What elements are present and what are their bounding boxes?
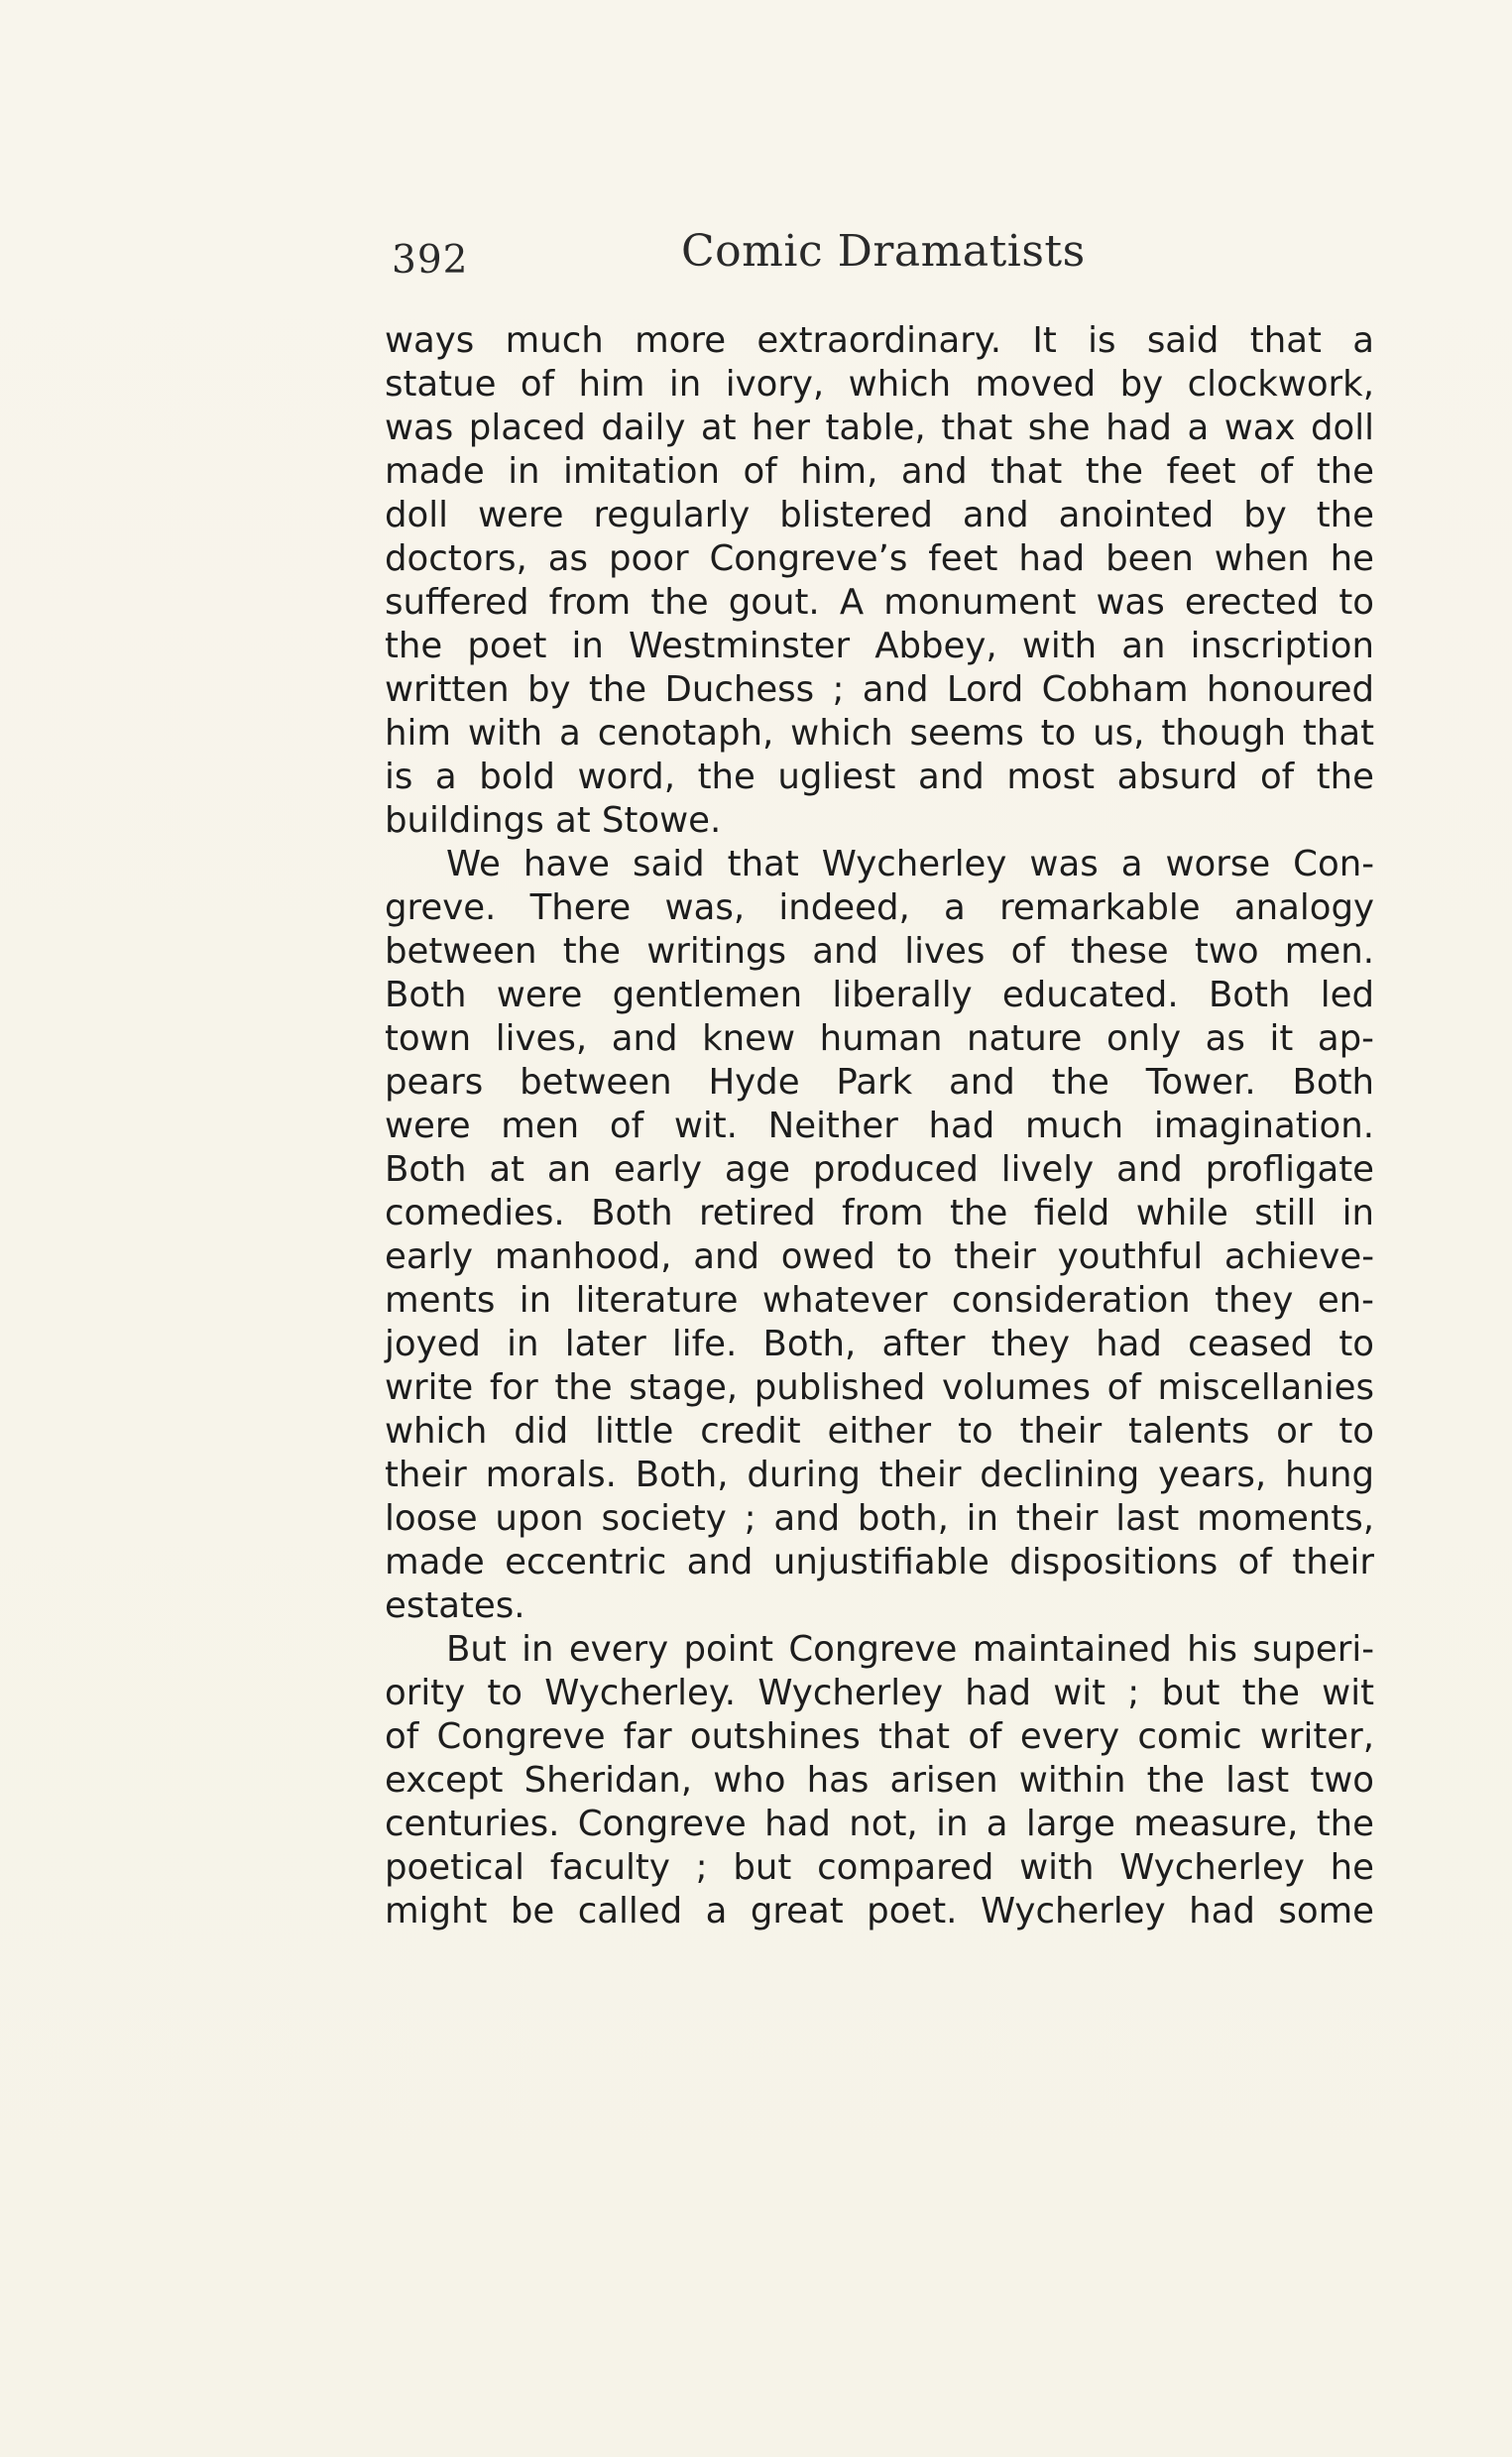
text-line: town lives, and knew human nature only as it ap- (385, 1018, 1374, 1059)
text-line: might be called a great poet. Wycherley had some (385, 1891, 1374, 1931)
text-line: of Congreve far outshines that of every comic writer, (385, 1716, 1374, 1757)
text-line: early manhood, and owed to their youthful achieve- (385, 1236, 1374, 1277)
body-text (385, 319, 1374, 1933)
text-line: statue of him in ivory, which moved by clockwork, (385, 364, 1374, 405)
text-line: buildings at Stowe. (385, 800, 722, 841)
text-line: comedies. Both retired from the field while still in (385, 1193, 1374, 1233)
text-line: ority to Wycherley. Wycherley had wit ; but the wit (385, 1673, 1374, 1713)
text-line: ments in literature whatever consideration they en- (385, 1280, 1374, 1321)
text-line: We have said that Wycherley was a worse Con- (446, 844, 1374, 884)
page-number: 392 (392, 238, 469, 283)
text-line: is a bold word, the ugliest and most absurd of the (385, 757, 1374, 797)
text-line: ways much more extraordinary. It is said that a (385, 320, 1374, 361)
running-head: Comic Dramatists (681, 226, 1086, 277)
text-line: which did little credit either to their talents or to (385, 1411, 1374, 1452)
text-line: pears between Hyde Park and the Tower. Both (385, 1062, 1374, 1103)
text-line: except Sheridan, who has arisen within the last two (385, 1760, 1374, 1801)
text-line: was placed daily at her table, that she had a wax doll (385, 408, 1374, 448)
text-line: Both were gentlemen liberally educated. Both led (385, 975, 1374, 1015)
text-line: loose upon society ; and both, in their last moments, (385, 1498, 1374, 1539)
text-line: suffered from the gout. A monument was erected to (385, 582, 1374, 623)
text-line: estates. (385, 1585, 525, 1626)
text-line: poetical faculty ; but compared with Wycherley he (385, 1847, 1374, 1888)
text-line: were men of wit. Neither had much imagination. (385, 1106, 1374, 1146)
text-line: between the writings and lives of these two men. (385, 931, 1374, 972)
page-header (392, 226, 1373, 295)
text-line: write for the stage, published volumes of miscellanies (385, 1367, 1374, 1408)
text-line: their morals. Both, during their declining years, hung (385, 1455, 1374, 1495)
text-line: the poet in Westminster Abbey, with an inscription (385, 626, 1374, 666)
text-line: made in imitation of him, and that the feet of the (385, 451, 1374, 492)
text-line: doctors, as poor Congreve’s feet had been when he (385, 538, 1374, 579)
text-line: written by the Duchess ; and Lord Cobham honoured (385, 669, 1374, 710)
text-line: joyed in later life. Both, after they had ceased to (385, 1324, 1374, 1364)
text-line: Both at an early age produced lively and profligate (385, 1149, 1374, 1190)
text-line: greve. There was, indeed, a remarkable analogy (385, 887, 1374, 928)
text-line: him with a cenotaph, which seems to us, though that (385, 713, 1374, 754)
text-line: But in every point Congreve maintained his superi- (446, 1629, 1374, 1670)
text-line: doll were regularly blistered and anointed by the (385, 495, 1374, 535)
text-line: centuries. Congreve had not, in a large measure, the (385, 1804, 1374, 1844)
text-line: made eccentric and unjustifiable dispositions of their (385, 1542, 1374, 1582)
